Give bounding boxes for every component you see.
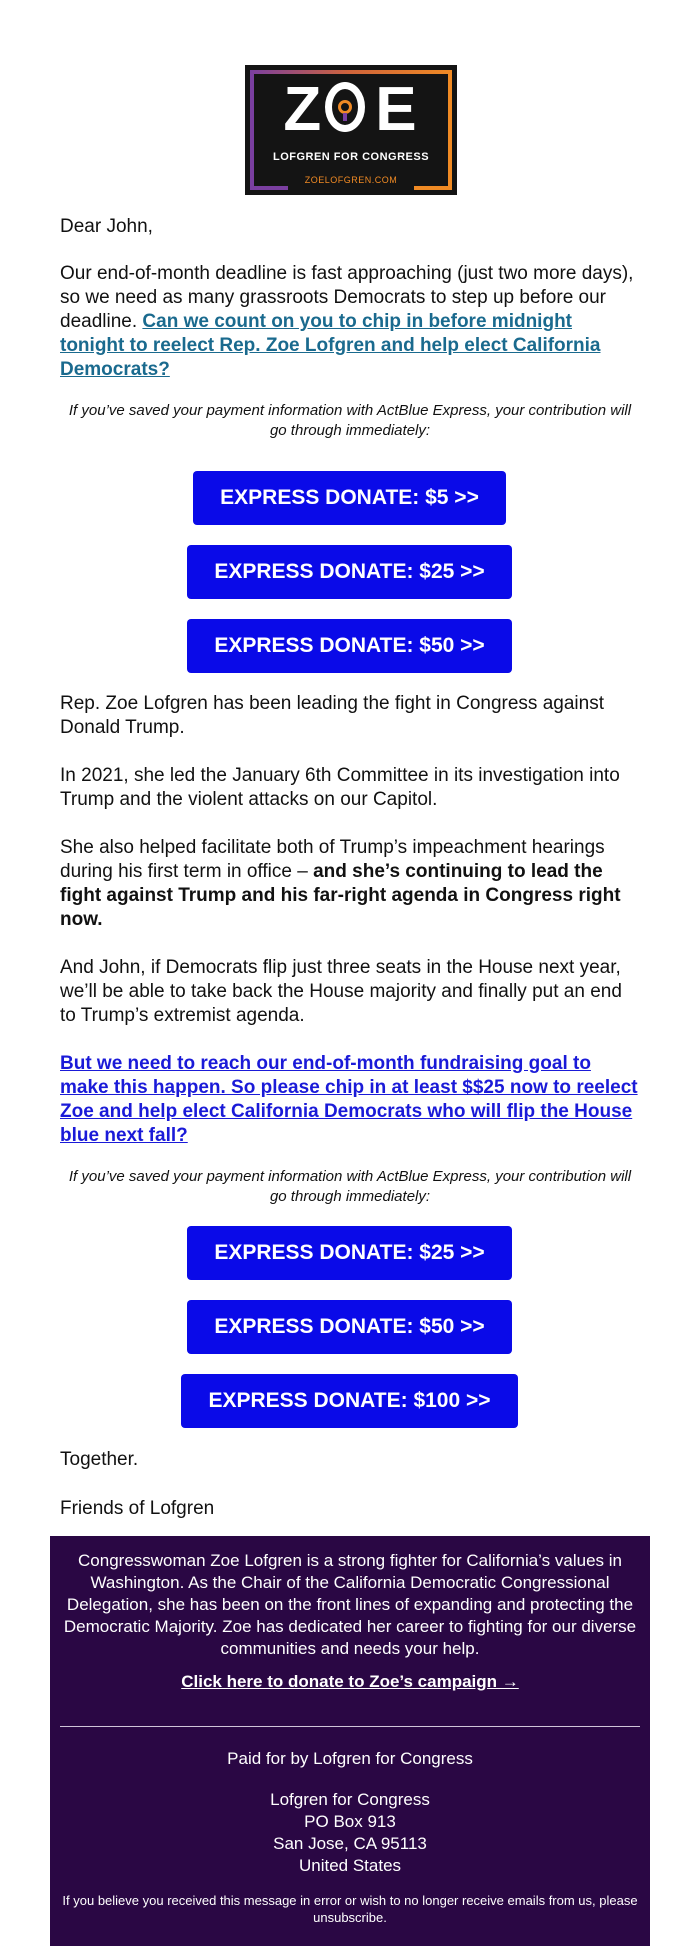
campaign-logo[interactable] [245,65,457,195]
footer-about: Congresswoman Zoe Lofgren is a strong fighter for California’s values in Washington. As the Chair of the California Democratic Congressional Delegation, she has been on the front lines of expanding and protecting the Democratic Majority. Zoe has dedicated her career to fighting for our diverse communities and needs your help. [63,1551,637,1658]
express-donate-5-button[interactable]: EXPRESS DONATE: $5 >> [193,471,506,525]
greeting: Dear John, [60,216,153,237]
express-note-bottom: If you’ve saved your payment information with ActBlue Express, your contribution will go through immediately: [68,1168,632,1205]
unsubscribe-notice[interactable]: If you believe you received this message in error or wish to no longer receive emails from us, please unsubscribe. [62,1893,638,1925]
paragraph-leading-fight: Rep. Zoe Lofgren has been leading the fight in Congress against Donald Trump. [60,693,604,738]
impeachment-bold-text: and she’s continuing to lead the fight against Trump and his far-right agenda in Congress right now. [60,861,621,930]
paid-for-disclaimer: Paid for by Lofgren for Congress [227,1749,473,1768]
logo-tagline: LOFGREN FOR CONGRESS [272,151,430,163]
goal-paragraph [60,1052,640,1148]
goal-donate-link[interactable]: But we need to reach our end-of-month fundraising goal to make this happen. So please chip in at least $$25 now to reelect Zoe and help elect California Democrats who will flip the House blue next fall? [60,1053,638,1146]
express-donate-50-button[interactable]: EXPRESS DONATE: $50 >> [187,619,512,673]
paragraph-flip-seats: And John, if Democrats flip just three seats in the House next year, we’ll be able to take back the House majority and finally put an end to Trump’s extremist agenda. [60,957,622,1026]
address-line: San Jose, CA 95113 [273,1834,427,1853]
intro-paragraph [60,262,640,382]
impeachment-text: She also helped facilitate both of Trump’s impeachment hearings during his first term in office – [60,837,605,882]
mailing-address [50,1789,650,1877]
signoff: Together. [60,1449,139,1470]
express-donate-50-button-bottom[interactable]: EXPRESS DONATE: $50 >> [187,1300,512,1354]
logo-url: ZOELOFGREN.COM [304,175,398,185]
footer-divider [60,1726,640,1727]
logo-wordmark: Z E [283,75,419,144]
intro-text: Our end-of-month deadline is fast approaching (just two more days), so we need as many grassroots Democrats to step up before our deadline. [60,263,634,332]
express-note-top: If you’ve saved your payment information with ActBlue Express, your contribution will go through immediately: [68,402,632,439]
express-donate-25-button-bottom[interactable]: EXPRESS DONATE: $25 >> [187,1226,512,1280]
lightbulb-o-icon [323,82,375,134]
paragraph-jan6-committee: In 2021, she led the January 6th Committee in its investigation into Trump and the violent attacks on our Capitol. [60,765,620,810]
paragraph-impeachment [60,836,640,932]
footer-donate-link[interactable]: Click here to donate to Zoe’s campaign → [181,1672,519,1691]
address-line: Lofgren for Congress [270,1790,430,1809]
footer-cta [50,1672,650,1692]
footer [50,1536,650,1946]
signature: Friends of Lofgren [60,1498,215,1519]
address-line: United States [298,1856,402,1875]
express-donate-25-button[interactable]: EXPRESS DONATE: $25 >> [187,545,512,599]
express-donate-100-button[interactable]: EXPRESS DONATE: $100 >> [181,1374,518,1428]
intro-donate-link[interactable]: Can we count on you to chip in before midnight tonight to reelect Rep. Zoe Lofgren and help elect California Democrats? [60,311,601,380]
address-line: PO Box 913 [304,1812,396,1831]
